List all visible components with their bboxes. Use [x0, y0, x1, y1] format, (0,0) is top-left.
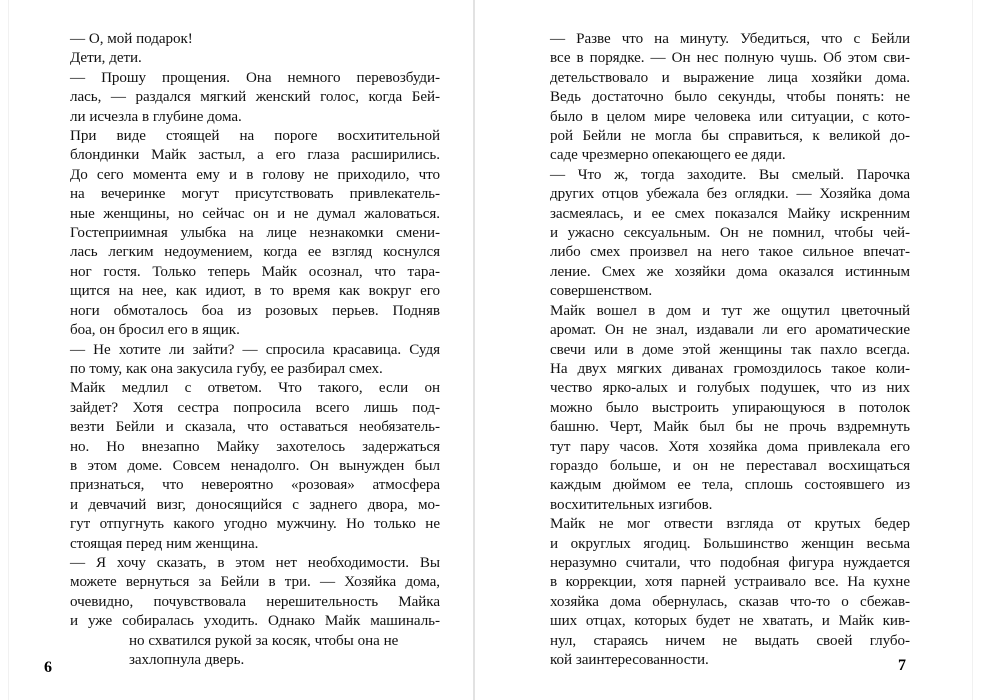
text-line: ноги обмоталось боа из розовых перьев. Подняв [70, 302, 440, 319]
text-line: чество ярко-алых и голубых подушек, что из них [550, 380, 910, 397]
text-line: При виде стоящей на пороге восхитительной [70, 128, 440, 145]
paragraph [44, 127, 440, 340]
paragraph [524, 30, 910, 166]
text-line: в этом доме. Совсем ненадолго. Он вынужден был [70, 457, 440, 474]
text-line: башню. Черт, Майк был бы не прочь вздремнуть [550, 419, 910, 436]
text-line: ших отцах, которых будет не хватать, и Майк кив- [550, 613, 910, 630]
text-line: гораздо больше, и он не переставал восхищаться [550, 457, 910, 474]
text-line: но схватился рукой за косяк, чтобы она не [129, 632, 399, 649]
page-number-right: 7 [898, 657, 906, 674]
text-line: блондинки Майк застыл, а его глаза расширились. [70, 147, 440, 164]
text-line: засмеялась, и ее смех показался Майку искренним [550, 205, 910, 222]
text-line: гут отпугнуть какого угодно мужчину. Но только не [70, 516, 440, 533]
text-line: Майк вошел в дом и тут же ощутил цветочный [550, 302, 910, 319]
paragraph [44, 30, 440, 49]
text-line: ног гостя. Только теперь Майк осознал, что тара- [70, 263, 440, 280]
paragraph [44, 554, 440, 670]
text-line: кой заинтересованности. [550, 652, 709, 668]
text-line: До сего момента ему и в голову не приходило, что [70, 166, 440, 183]
paragraph [44, 69, 440, 127]
text-line: ление. Смех же хозяйки дома оказался истинным [550, 263, 910, 280]
text-line: щится на нее, как идиот, в то время как вокруг его [70, 283, 440, 300]
page-recto [475, 0, 982, 700]
text-line: — Прошу прощения. Она немного перевозбуди- [70, 69, 440, 86]
text-line: На двух мягких диванах громоздилось такое коли- [550, 360, 910, 377]
paragraph [44, 379, 440, 554]
text-line: ные женщины, но сейчас он и не думал жаловаться. [70, 205, 440, 222]
text-line: Дети, дети. [70, 50, 142, 67]
text-line: — О, мой подарок! [70, 31, 193, 47]
text-line: и округлых ягодиц. Большинство женщин весьма [550, 535, 910, 552]
text-line: захлопнула дверь. [129, 652, 245, 668]
text-line: Гостеприимная улыбка на лице незнакомки смени- [70, 225, 440, 242]
text-line: — Не хотите ли зайти? — спросила красавица. Судя [70, 341, 440, 358]
text-line: признаться, что невероятно «розовая» атмосфера [70, 477, 440, 494]
text-line: свечи или в доме этой женщины так пахло всегда. [550, 341, 910, 358]
text-line: ли исчезла в глубине дома. [70, 108, 242, 125]
paragraph [44, 341, 440, 380]
text-line: — Что ж, тогда заходите. Вы смелый. Парочка [550, 166, 910, 183]
text-line: зайдет? Хотя сестра попросила всего лишь под- [70, 399, 440, 416]
text-line: детельствовало и выражение лица хозяйки дома. [550, 69, 910, 86]
text-line: тут пару часов. Хотя хозяйка дома привлекала его [550, 438, 910, 455]
text-line: — Разве что на минуту. Убедиться, что с Бейли [550, 31, 910, 47]
text-line: лась, — раздался мягкий женский голос, когда Бей- [70, 89, 440, 106]
text-line: стоящая перед ним женщина. [70, 535, 259, 552]
paragraph [524, 515, 910, 670]
text-line: лась легким недоумением, когда ее взгляд коснулся [70, 244, 440, 261]
text-line: других отцов убежала без оглядки. — Хозяйка дома [550, 186, 910, 203]
text-column-right [524, 30, 910, 670]
text-line: боа, он бросил его в ящик. [70, 322, 240, 339]
text-line: нул, стараясь ничем не выдать своей глубо- [550, 632, 910, 649]
text-line: и уже собиралась уходить. Однако Майк машиналь- [70, 613, 440, 630]
text-line: каждым дюймом ее тела, сплошь состоявшего из [550, 477, 910, 494]
text-line: Ведь достаточно было секунды, чтобы понять: не [550, 89, 910, 106]
text-line: — Я хочу сказать, в этом нет необходимости. Вы [70, 554, 440, 571]
text-column-left [44, 30, 440, 670]
text-line: и девчачий визг, доносящийся с заднего двора, мо- [70, 496, 440, 513]
text-line: совершенством. [550, 283, 653, 300]
text-line: но. Но внезапно Майку захотелось задержаться [70, 438, 440, 455]
text-line: Майк медлил с ответом. Что такого, если он [70, 380, 440, 397]
text-line: либо смех произвел на него такое сильное впечат- [550, 244, 910, 261]
text-line: было в целом мире человека или ситуации, с кото- [550, 108, 910, 125]
text-line: рой Бейли не могла бы справиться, к великой до- [550, 128, 910, 145]
text-line: в коррекции, хотя парней устраивало все. На кухне [550, 574, 910, 591]
paragraph [524, 302, 910, 515]
text-line: на вечеринке могут присутствовать привлекатель- [70, 186, 440, 203]
text-line: восхитительных изгибов. [550, 496, 713, 513]
text-line: можно было выстроить упирающуюся в потолок [550, 399, 910, 416]
text-line: все в порядке. — Он нес полную чушь. Об этом сви- [550, 50, 910, 67]
paragraph [44, 49, 440, 68]
text-line: аромат. Он не знал, издавали ли его ароматические [550, 322, 910, 339]
text-line: и ужасно сексуальным. Он не помнил, чтобы чей- [550, 225, 910, 242]
page-verso [0, 0, 473, 700]
text-line: хозяйка дома обернулась, сказав что-то о сбежав- [550, 593, 910, 610]
text-line: по тому, как она закусила губу, ее разбирал смех. [70, 360, 383, 377]
text-line: Майк не мог отвести взгляда от крутых бедер [550, 516, 910, 533]
text-line: саде чрезмерно опекающего ее дяди. [550, 147, 786, 164]
page-number-left: 6 [44, 659, 52, 676]
text-line: можете вернуться за Бейли в три. — Хозяйка дома, [70, 574, 440, 591]
text-line: неразумно считали, что подобная фигура нуждается [550, 554, 910, 571]
text-line: очевидно, почувствовала нерешительность Майка [70, 593, 440, 610]
text-line: везти Бейли и сказала, что оставаться необязатель- [70, 419, 440, 436]
paragraph [524, 166, 910, 302]
